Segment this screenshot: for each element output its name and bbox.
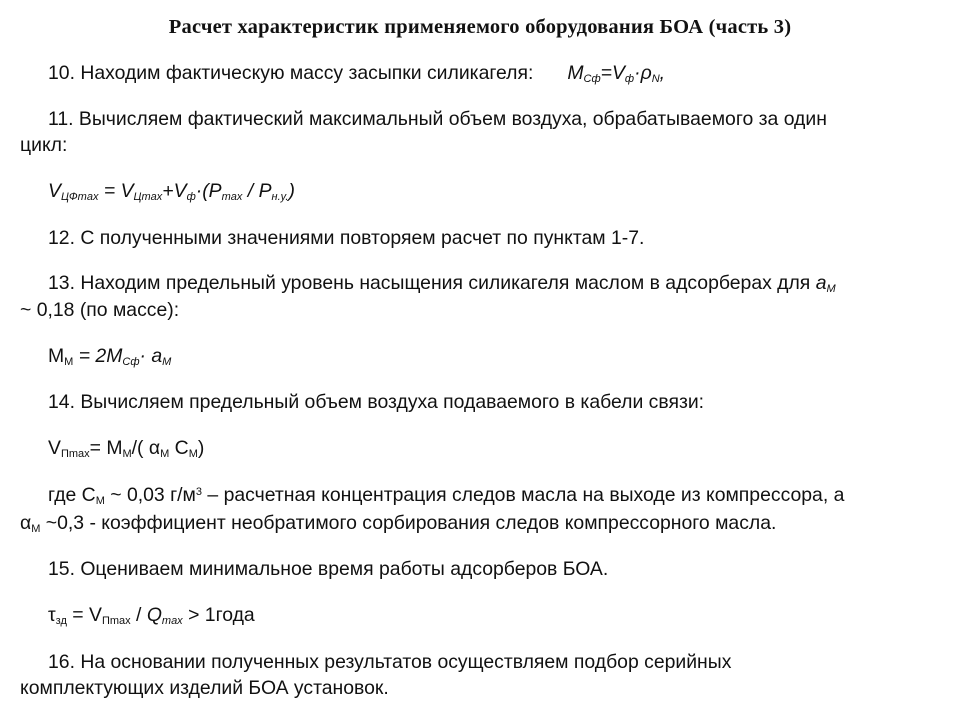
formula-13: $М_М = 2M_{Сф}\cdot a_М$ [48,345,172,368]
step-10 [20,61,960,86]
step-16-line1: 16. На основании полученных результатов осуществляем подбор серийных [48,651,732,673]
step-10-text: 10. Находим фактическую массу засыпки силикагеля: [48,62,534,84]
step-16-line2: комплектующих изделий БОА установок. [20,677,389,699]
formula-15: $\tau_{зд} = V_{Пmax} / Q_{max}$ > 1года [48,604,255,627]
formula-10: $M_{Сф}=V_ф\cdot\rho_N$, [567,62,666,85]
step-11-line1: 11. Вычисляем фактический максимальный объем воздуха, обрабатываемого за один [48,108,827,130]
step-13-line2: ~ 0,18 (по массе): [20,299,180,321]
step-12: 12. С полученными значениями повторяем расчет по пунктам 1-7. [48,227,645,249]
step-14: 14. Вычисляем предельный объем воздуха подаваемого в кабели связи: [48,391,705,413]
step-14-note-line1: где $С_М$ ~ 0,03 $г/м^3$ – расчетная концентрация следов масла на выходе из компрессора, а [48,484,845,507]
step-14-note-line2: $\alpha_М$ ~0,3 - коэффициент необратимого сорбирования следов компрессорного масла. [20,512,777,535]
formula-11: $V_{ЦФmax} = V_{Цmax}+V_ф\cdot(P_{max} / P_{н.у.})$ [48,180,295,203]
step-13-line1: 13. Находим предельный уровень насыщения силикагеля маслом в адсорберах для $a_М$ [48,272,836,295]
step-15: 15. Оцениваем минимальное время работы адсорберов БОА. [48,558,609,580]
step-11-line2: цикл: [20,134,68,156]
slide-title: Расчет характеристик применяемого оборудования БОА (часть 3) [168,16,792,38]
formula-14: $V_{Пmax}= М_М/$( $\alpha_М$ $С_М$) [48,437,205,460]
